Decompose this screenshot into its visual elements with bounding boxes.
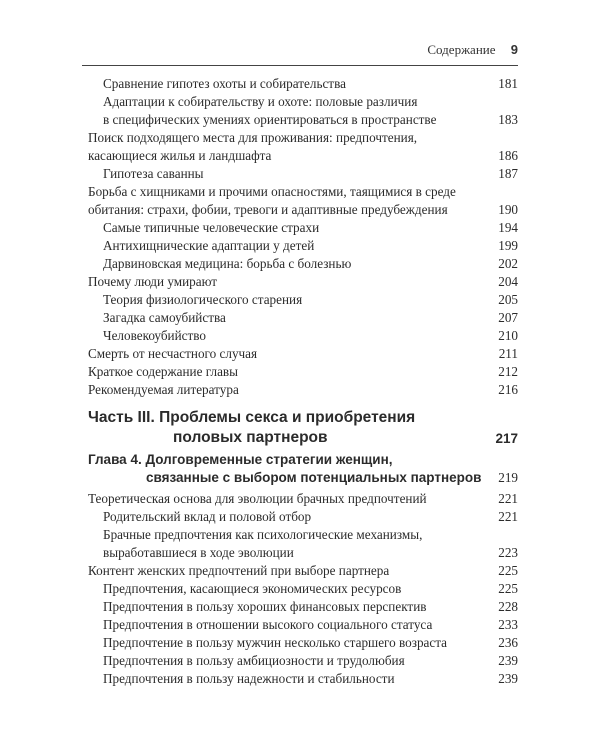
toc-entry-page: 239 <box>498 671 518 686</box>
toc-entry-page: 225 <box>498 581 518 596</box>
toc-entry-page: 212 <box>498 364 518 379</box>
toc-entry-page: 236 <box>498 635 518 650</box>
toc-entry-title: Контент женских предпочтений при выборе партнера <box>88 563 390 578</box>
toc-entry-page: 202 <box>498 256 518 271</box>
toc-entry-page: 211 <box>498 346 518 361</box>
toc-entry-title: Краткое содержание главы <box>88 364 239 379</box>
chapter-title-cont: связанные с выбором потенциальных партнеров <box>146 470 482 485</box>
toc-entry-title: Борьба с хищниками и прочими опасностями, таящимися в среде <box>88 184 456 199</box>
toc-entry-page: 228 <box>498 599 518 614</box>
toc-entry-title: Рекомендуемая литература <box>88 382 239 397</box>
toc-entry-title: Смерть от несчастного случая <box>88 346 258 361</box>
toc-entry-page: 186 <box>498 148 518 163</box>
toc-entry-title: Предпочтения в отношении высокого социального статуса <box>103 617 433 632</box>
chapter-title: Глава 4. Долговременные стратегии женщин, <box>88 452 393 467</box>
toc-entry-page: 183 <box>498 112 518 127</box>
toc-entry-title: Гипотеза саванны <box>103 166 204 181</box>
toc-entry-page: 204 <box>498 274 518 289</box>
part-title: Часть III. Проблемы секса и приобретения <box>88 409 416 426</box>
header-rule <box>82 65 518 66</box>
toc-entry-title: Родительский вклад и половой отбор <box>103 509 312 524</box>
toc-entry-title: Адаптации к собирательству и охоте: половые различия <box>103 94 418 109</box>
toc-entry-title: Антихищнические адаптации у детей <box>103 238 315 253</box>
toc-entry-title: Предпочтения в пользу надежности и стабильности <box>103 671 395 686</box>
toc-entry-title-cont: выработавшиеся в ходе эволюции <box>103 545 294 560</box>
toc-entry-title: Самые типичные человеческие страхи <box>103 220 320 235</box>
toc-entry-title: Предпочтения в пользу амбициозности и трудолюбия <box>103 653 405 668</box>
toc-entry-title: Брачные предпочтения как психологические механизмы, <box>103 527 423 542</box>
toc-entry-page: 187 <box>498 166 518 181</box>
toc-entry-title: Предпочтения в пользу хороших финансовых перспектив <box>103 599 427 614</box>
toc-entry-page: 223 <box>498 545 518 560</box>
toc-entry-title: Предпочтение в пользу мужчин несколько старшего возраста <box>103 635 448 650</box>
toc-entry-page: 210 <box>498 328 518 343</box>
toc-entry-page: 207 <box>498 310 518 325</box>
toc-entry-title: Сравнение гипотез охоты и собирательства <box>103 76 346 91</box>
toc-entry-page: 225 <box>498 563 518 578</box>
toc-entry-title: Теория физиологического старения <box>103 292 303 307</box>
toc-entry-page: 221 <box>498 509 518 524</box>
toc-entry-title-cont: обитания: страхи, фобии, тревоги и адаптивные предубеждения <box>88 202 448 217</box>
page-number: 9 <box>510 42 518 57</box>
toc-entry-title: Человекоубийство <box>103 328 207 343</box>
toc-entry-title: Поиск подходящего места для проживания: предпочтения, <box>88 130 418 145</box>
toc-entry-page: 233 <box>498 617 518 632</box>
toc-entry-page: 239 <box>498 653 518 668</box>
chapter-page: 219 <box>498 470 518 485</box>
toc-entry-page: 190 <box>498 202 518 217</box>
toc-entry-page: 216 <box>498 382 518 397</box>
toc-entry-page: 194 <box>498 220 518 235</box>
toc-entry-page: 181 <box>498 76 518 91</box>
part-title-cont: половых партнеров <box>173 429 328 446</box>
toc-entry-title-cont: касающиеся жилья и ландшафта <box>88 148 272 163</box>
part-page: 217 <box>495 431 518 446</box>
section-title: Содержание <box>427 42 496 57</box>
toc-entry-page: 205 <box>498 292 518 307</box>
toc-entry-title: Загадка самоубийства <box>103 310 226 325</box>
toc-entry-title: Теоретическая основа для эволюции брачных предпочтений <box>88 491 427 506</box>
toc-entry-title-cont: в специфических умениях ориентироваться в пространстве <box>103 112 437 127</box>
toc-entry-page: 221 <box>498 491 518 506</box>
toc-entry-page: 199 <box>498 238 518 253</box>
toc-entry-title: Предпочтения, касающиеся экономических ресурсов <box>103 581 402 596</box>
toc-entry-title: Почему люди умирают <box>88 274 218 289</box>
toc-entry-title: Дарвиновская медицина: борьба с болезнью <box>103 256 352 271</box>
running-head <box>0 42 518 58</box>
